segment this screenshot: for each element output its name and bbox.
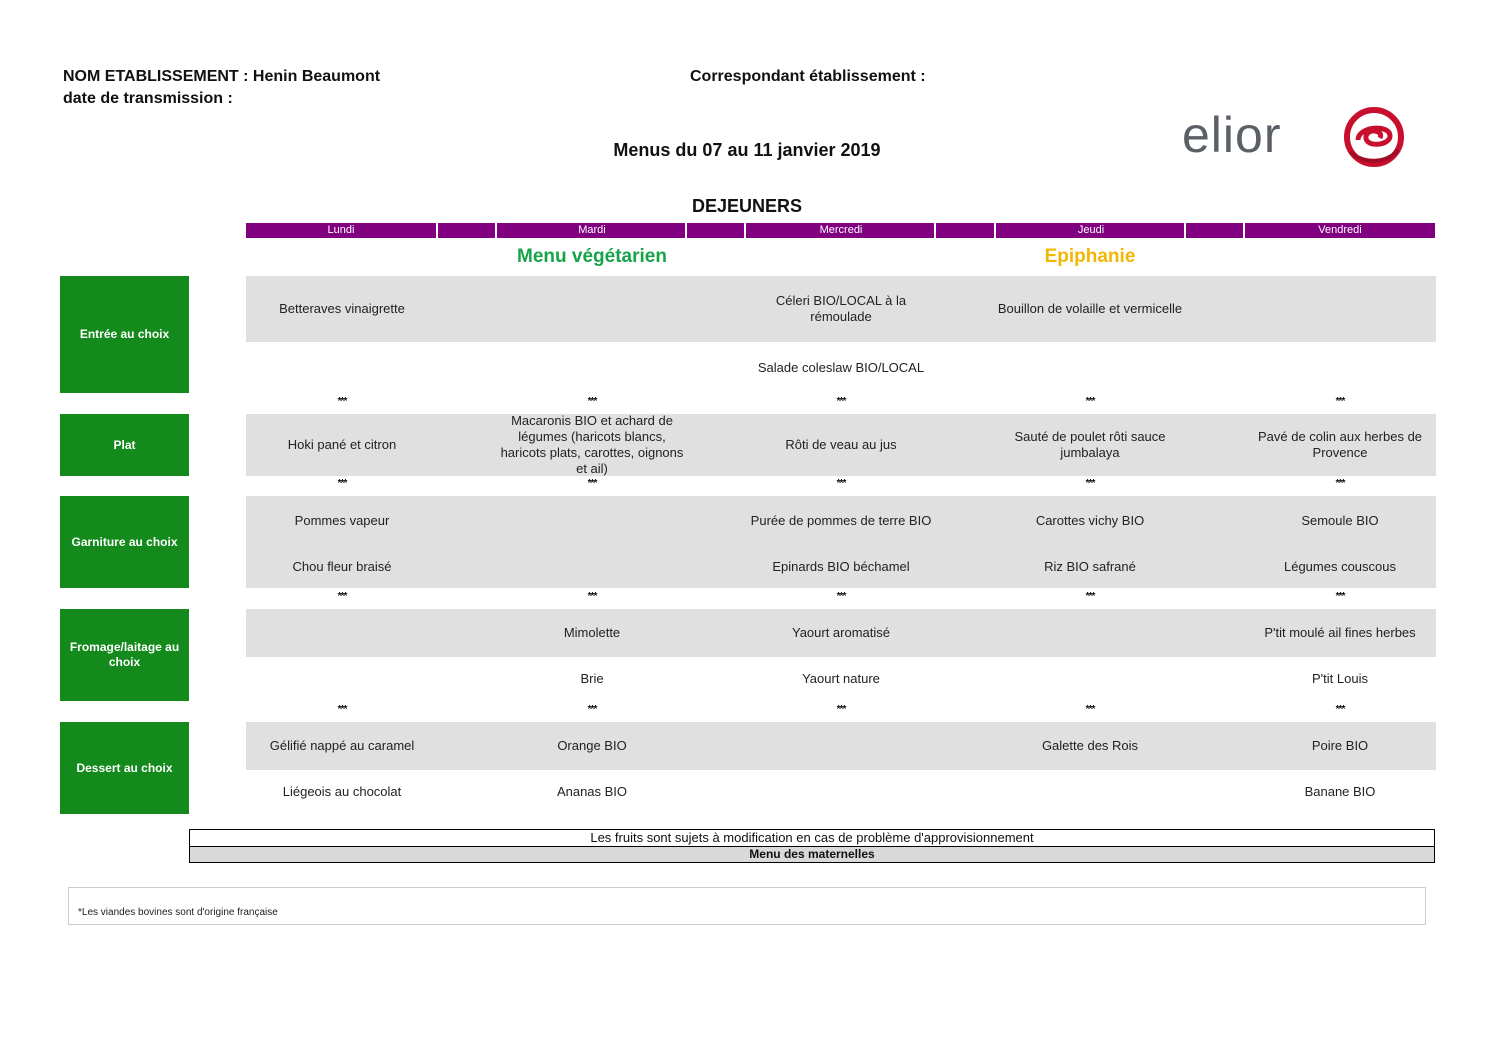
separator: *** — [337, 396, 347, 407]
separator: *** — [587, 704, 597, 715]
dessert-jeudi: Galette des Rois — [1041, 738, 1139, 753]
entree-jeudi: Bouillon de volaille et vermicelle — [997, 301, 1183, 316]
dessert-vendredi: Poire BIO — [1311, 738, 1369, 753]
category-entree: Entrée au choix — [60, 276, 189, 393]
garniture-mercredi: Purée de pommes de terre BIO — [750, 513, 932, 528]
day-mardi: Mardi — [578, 224, 606, 236]
separator: *** — [1085, 478, 1095, 489]
separator: *** — [587, 396, 597, 407]
separator: *** — [836, 591, 846, 602]
separator: *** — [1335, 478, 1345, 489]
dessert-2-mardi: Ananas BIO — [556, 784, 628, 799]
plat-jeudi: Sauté de poulet rôti sauce jumbalaya — [1014, 429, 1166, 460]
garniture-2-jeudi: Riz BIO safrané — [1044, 559, 1136, 574]
footnote-text: *Les viandes bovines sont d'origine française — [78, 907, 278, 918]
category-dessert: Dessert au choix — [60, 722, 189, 814]
separator: *** — [1085, 704, 1095, 715]
day-jeudi: Jeudi — [1077, 224, 1105, 236]
separator: *** — [587, 478, 597, 489]
section-title: DEJEUNERS — [691, 196, 803, 216]
entree-2-mercredi: Salade coleslaw BIO/LOCAL — [757, 360, 925, 375]
separator: *** — [587, 591, 597, 602]
fromage-2-mercredi: Yaourt nature — [802, 671, 880, 686]
day-mercredi: Mercredi — [819, 224, 863, 236]
entree-lundi: Betteraves vinaigrette — [279, 301, 405, 316]
fromage-mardi: Mimolette — [563, 625, 621, 640]
separator: *** — [836, 478, 846, 489]
dessert-lundi: Gélifié nappé au caramel — [269, 738, 415, 753]
garniture-jeudi: Carottes vichy BIO — [1035, 513, 1145, 528]
dessert-2-vendredi: Banane BIO — [1304, 784, 1376, 799]
fromage-mercredi: Yaourt aromatisé — [791, 625, 891, 640]
separator: *** — [836, 704, 846, 715]
garniture-lundi: Pommes vapeur — [294, 513, 390, 528]
fromage-2-mardi: Brie — [580, 671, 604, 686]
category-plat: Plat — [60, 414, 189, 476]
plat-mercredi: Rôti de veau au jus — [785, 437, 897, 452]
fromage-2-vendredi: P'tit Louis — [1312, 671, 1368, 686]
transmission-date-label: date de transmission : — [63, 90, 233, 107]
entree-mercredi: Céleri BIO/LOCAL à la rémoulade — [775, 293, 907, 324]
garniture-2-lundi: Chou fleur braisé — [292, 559, 392, 574]
maternelles-note: Menu des maternelles — [189, 846, 1435, 863]
logo-text: elior — [1182, 107, 1282, 163]
fruits-note: Les fruits sont sujets à modification en cas de problème d'approvisionnement — [189, 829, 1435, 847]
garniture-2-vendredi: Légumes couscous — [1283, 559, 1396, 574]
plat-mardi: Macaronis BIO et achard de légumes (haricots blancs, haricots plats, carottes, oignons et ail) — [500, 413, 684, 476]
separator: *** — [1335, 591, 1345, 602]
day-header-bar — [246, 223, 1435, 238]
plat-lundi: Hoki pané et citron — [287, 437, 397, 452]
separator: *** — [337, 478, 347, 489]
garniture-2-mercredi: Epinards BIO béchamel — [772, 559, 910, 574]
category-garniture: Garniture au choix — [60, 496, 189, 588]
category-fromage: Fromage/laitage au choix — [60, 609, 189, 701]
dessert-mardi: Orange BIO — [557, 738, 627, 753]
rose-icon — [1340, 106, 1408, 168]
separator: *** — [1085, 591, 1095, 602]
footnote-box — [68, 887, 1426, 925]
plat-vendredi: Pavé de colin aux herbes de Provence — [1257, 429, 1423, 460]
fromage-vendredi: P'tit moulé ail fines herbes — [1264, 625, 1416, 640]
theme-vegetarian: Menu végétarien — [517, 246, 667, 267]
theme-epiphanie: Epiphanie — [1044, 246, 1136, 267]
separator: *** — [1335, 704, 1345, 715]
separator: *** — [836, 396, 846, 407]
day-lundi: Lundi — [327, 224, 355, 236]
separator: *** — [1335, 396, 1345, 407]
day-vendredi: Vendredi — [1318, 224, 1362, 236]
separator: *** — [337, 591, 347, 602]
elior-logo — [1180, 104, 1410, 170]
dessert-2-lundi: Liégeois au chocolat — [282, 784, 402, 799]
separator: *** — [1085, 396, 1095, 407]
correspondent-label: Correspondant établissement : — [690, 68, 926, 85]
establishment-name: NOM ETABLISSEMENT : Henin Beaumont — [63, 68, 381, 85]
garniture-vendredi: Semoule BIO — [1301, 513, 1379, 528]
separator: *** — [337, 704, 347, 715]
menu-title: Menus du 07 au 11 janvier 2019 — [613, 140, 881, 160]
